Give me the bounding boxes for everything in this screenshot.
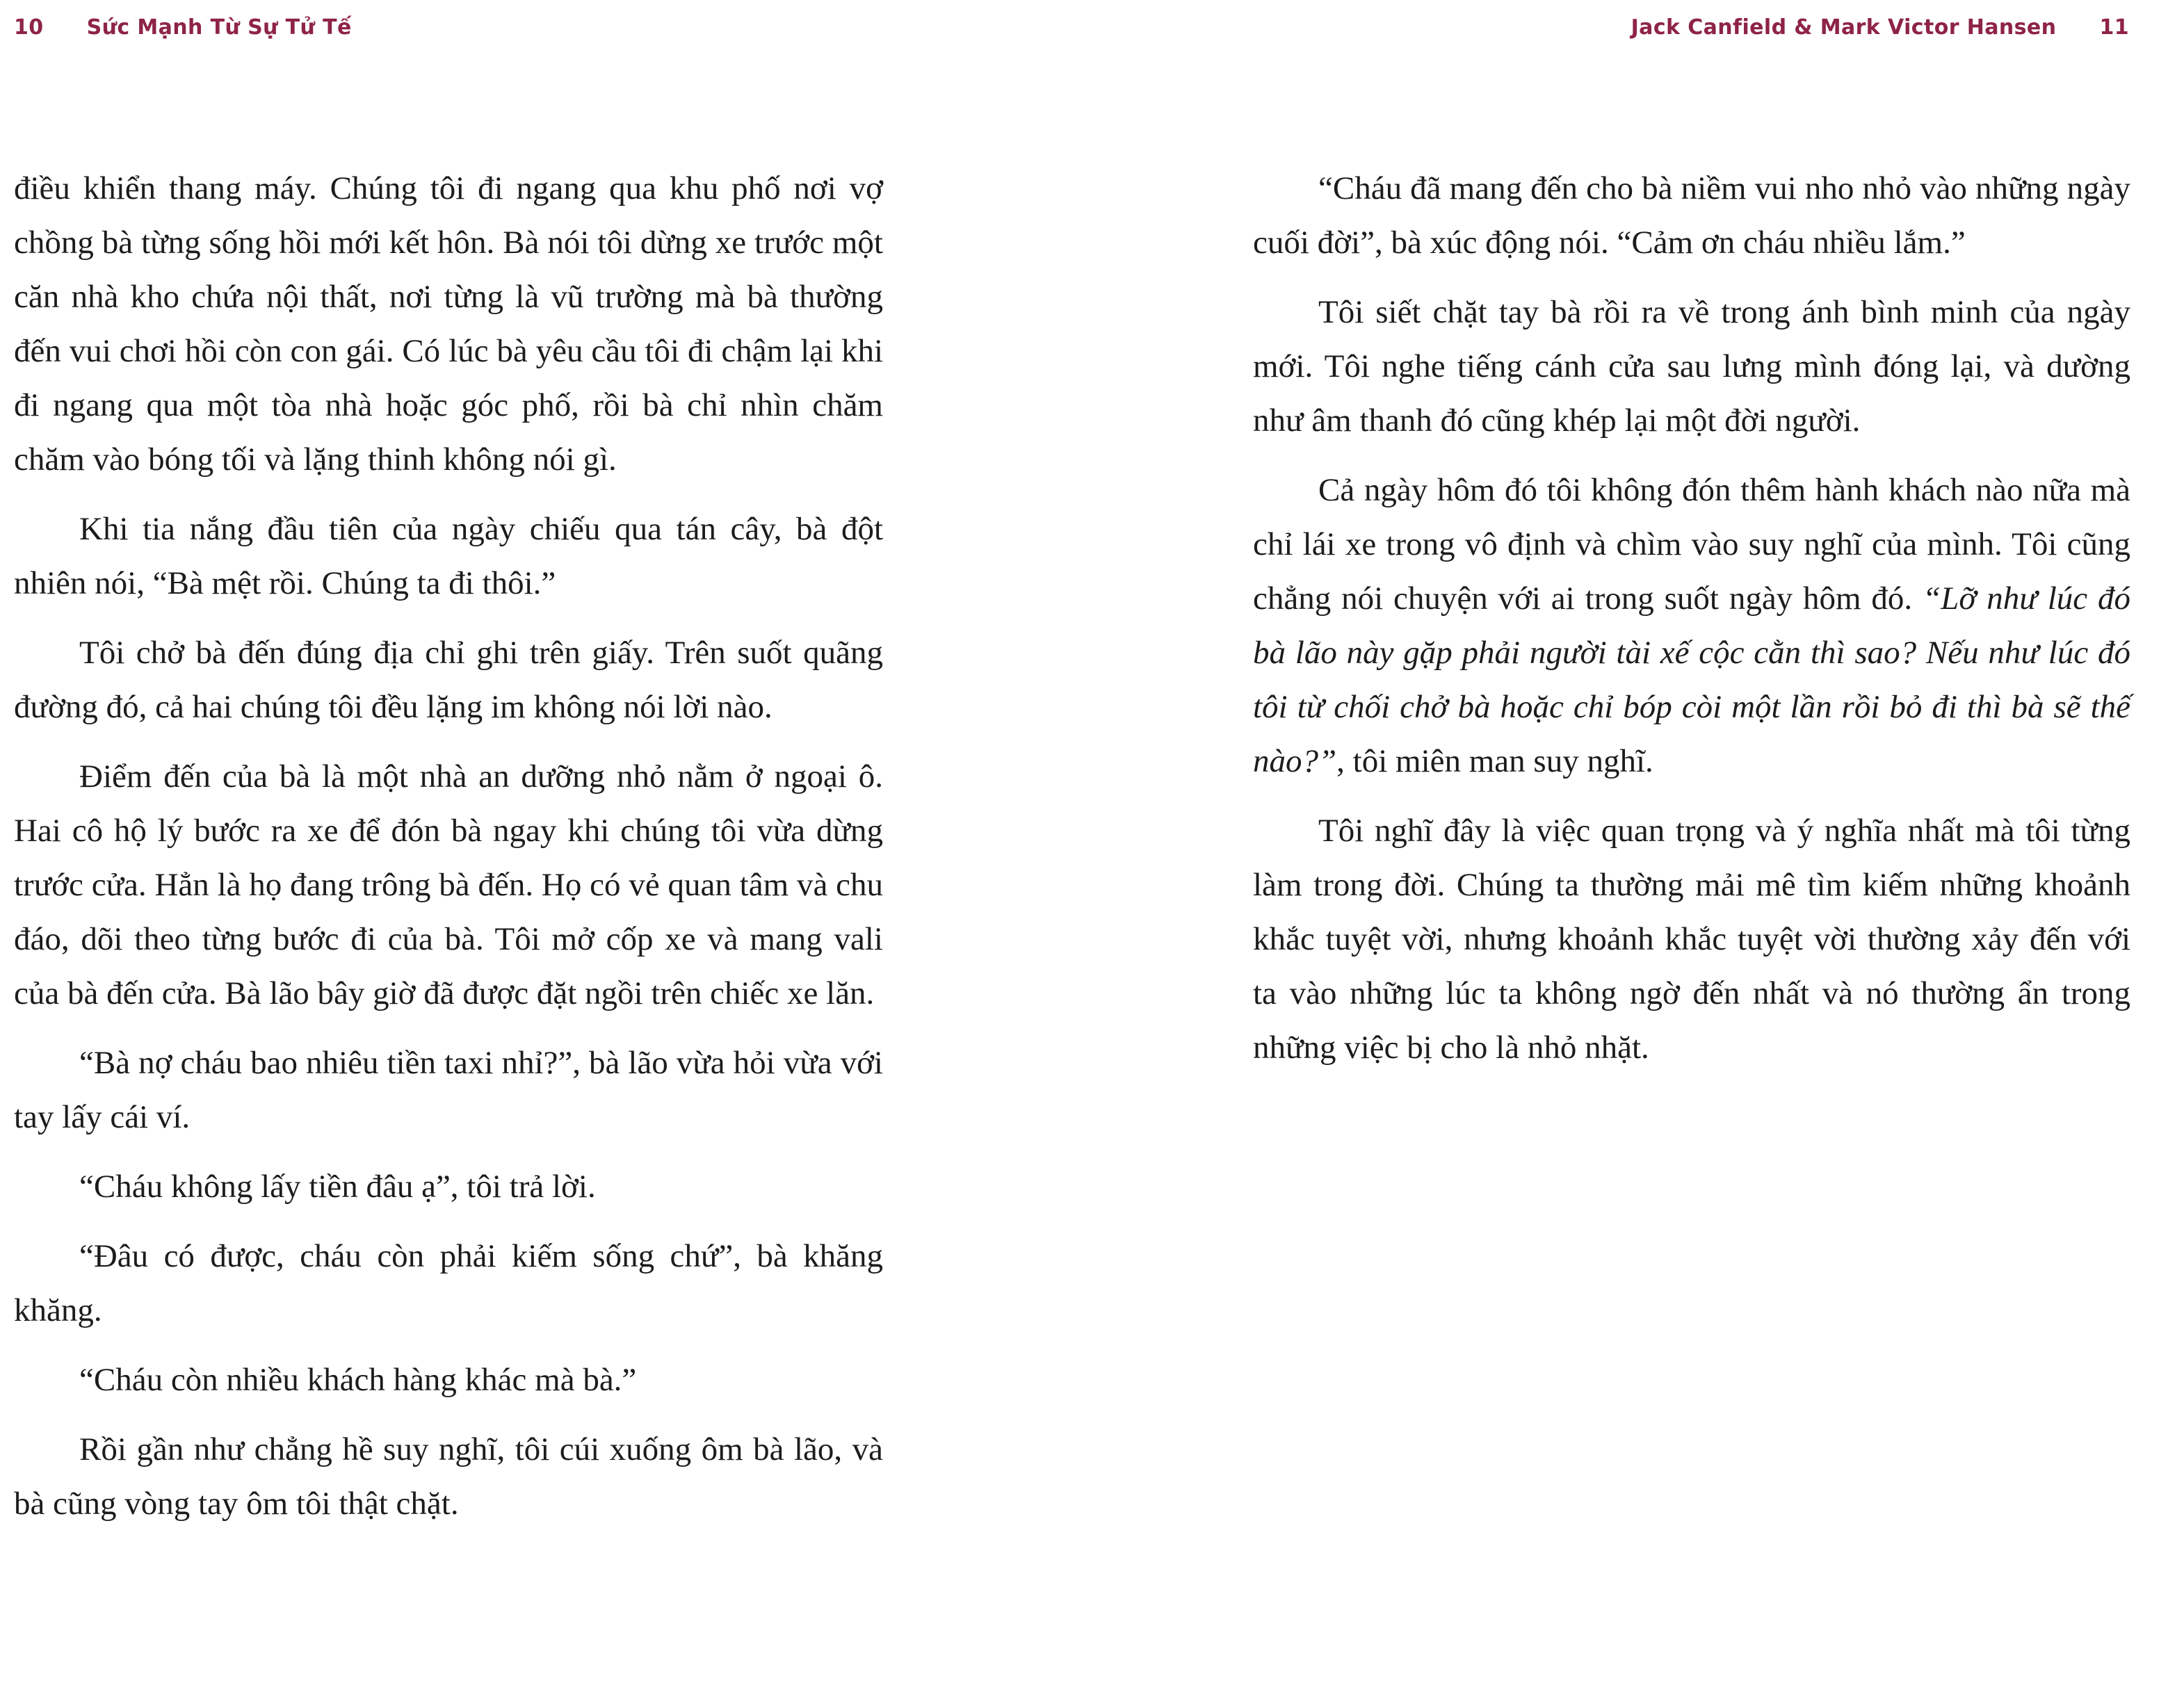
paragraph: [1253, 463, 2130, 788]
left-page-text: [14, 161, 883, 1708]
body-text: Điểm đến của bà là một nhà an dưỡng nhỏ nằm ở ngoại ô. Hai cô hộ lý bước ra xe để đón bà ngay khi chúng tôi vừa dừng trước cửa. Hẳn là họ đang trông bà đến. Họ có vẻ quan tâm và chu đáo, dõi theo từng bước đi của bà. Tôi mở cốp xe và mang vali của bà đến cửa. Bà lão bây giờ đã được đặt ngồi trên chiếc xe lăn.: [14, 758, 883, 1011]
paragraph: [14, 1422, 883, 1531]
left-running-title: Sức Mạnh Từ Sự Tử Tế: [86, 15, 352, 40]
right-page-text: [1253, 161, 2130, 1708]
running-header: [14, 15, 2129, 40]
page-body: [14, 161, 2130, 1708]
header-right-page: [1631, 15, 2129, 40]
paragraph: [14, 626, 883, 734]
body-text: , tôi miên man suy nghĩ.: [1336, 743, 1653, 779]
body-text: Tôi siết chặt tay bà rồi ra về trong ánh bình minh của ngày mới. Tôi nghe tiếng cánh cửa sau lưng mình đóng lại, và dường như âm thanh đó cũng khép lại một đời người.: [1253, 294, 2130, 439]
paragraph: [1253, 285, 2130, 448]
paragraph: [14, 1160, 883, 1214]
body-text: “Cháu không lấy tiền đâu ạ”, tôi trả lời.: [79, 1169, 596, 1205]
paragraph: [14, 749, 883, 1020]
paragraph: [14, 161, 883, 487]
body-text: “Cháu còn nhiều khách hàng khác mà bà.”: [79, 1362, 637, 1398]
left-page-number: 10: [14, 15, 44, 40]
body-text: Cả ngày hôm đó tôi không đón thêm hành khách nào nữa mà chỉ lái xe trong vô định và chìm vào suy nghĩ của mình. Tôi cũng chẳng nói chuyện với ai trong suốt ngày hôm đó.: [1253, 472, 2130, 617]
body-text: “Đâu có được, cháu còn phải kiếm sống chứ”, bà khăng khăng.: [14, 1238, 883, 1328]
paragraph: [1253, 804, 2130, 1075]
paragraph: [14, 1229, 883, 1337]
body-text: Khi tia nắng đầu tiên của ngày chiếu qua tán cây, bà đột nhiên nói, “Bà mệt rồi. Chúng ta đi thôi.”: [14, 511, 883, 601]
body-text: Rồi gần như chẳng hề suy nghĩ, tôi cúi xuống ôm bà lão, và bà cũng vòng tay ôm tôi thật chặt.: [14, 1431, 883, 1522]
body-text: “Cháu đã mang đến cho bà niềm vui nho nhỏ vào những ngày cuối đời”, bà xúc động nói. “Cảm ơn cháu nhiều lắm.”: [1253, 170, 2130, 261]
body-text: “Bà nợ cháu bao nhiêu tiền taxi nhỉ?”, bà lão vừa hỏi vừa với tay lấy cái ví.: [14, 1045, 883, 1135]
body-text: điều khiển thang máy. Chúng tôi đi ngang qua khu phố nơi vợ chồng bà từng sống hồi mới kết hôn. Bà nói tôi dừng xe trước một căn nhà kho chứa nội thất, nơi từng là vũ trường mà bà thường đến vui chơi hồi còn con gái. Có lúc bà yêu cầu tôi đi chậm lại khi đi ngang qua một tòa nhà hoặc góc phố, rồi bà chỉ nhìn chăm chăm vào bóng tối và lặng thinh không nói gì.: [14, 170, 883, 478]
paragraph: [14, 502, 883, 610]
right-page-number: 11: [2099, 15, 2129, 40]
paragraph: [14, 1036, 883, 1144]
paragraph: [1253, 161, 2130, 270]
right-running-title: Jack Canfield & Mark Victor Hansen: [1631, 15, 2057, 40]
header-left-page: [14, 15, 352, 40]
body-text: Tôi nghĩ đây là việc quan trọng và ý nghĩa nhất mà tôi từng làm trong đời. Chúng ta thường mải mê tìm kiếm những khoảnh khắc tuyệt vời, nhưng khoảnh khắc tuyệt vời thường xảy đến với ta vào những lúc ta không ngờ đến nhất và nó thường ẩn trong những việc bị cho là nhỏ nhặt.: [1253, 813, 2130, 1066]
paragraph: [14, 1353, 883, 1407]
italic-text: “Lỡ như lúc đó bà lão này gặp phải người tài xế cộc cằn thì sao? Nếu như lúc đó tôi từ chối chở bà hoặc chỉ bóp còi một lần rồi bỏ đi thì bà sẽ thế nào?”: [1253, 580, 2131, 779]
body-text: Tôi chở bà đến đúng địa chỉ ghi trên giấy. Trên suốt quãng đường đó, cả hai chúng tôi đều lặng im không nói lời nào.: [14, 635, 883, 725]
